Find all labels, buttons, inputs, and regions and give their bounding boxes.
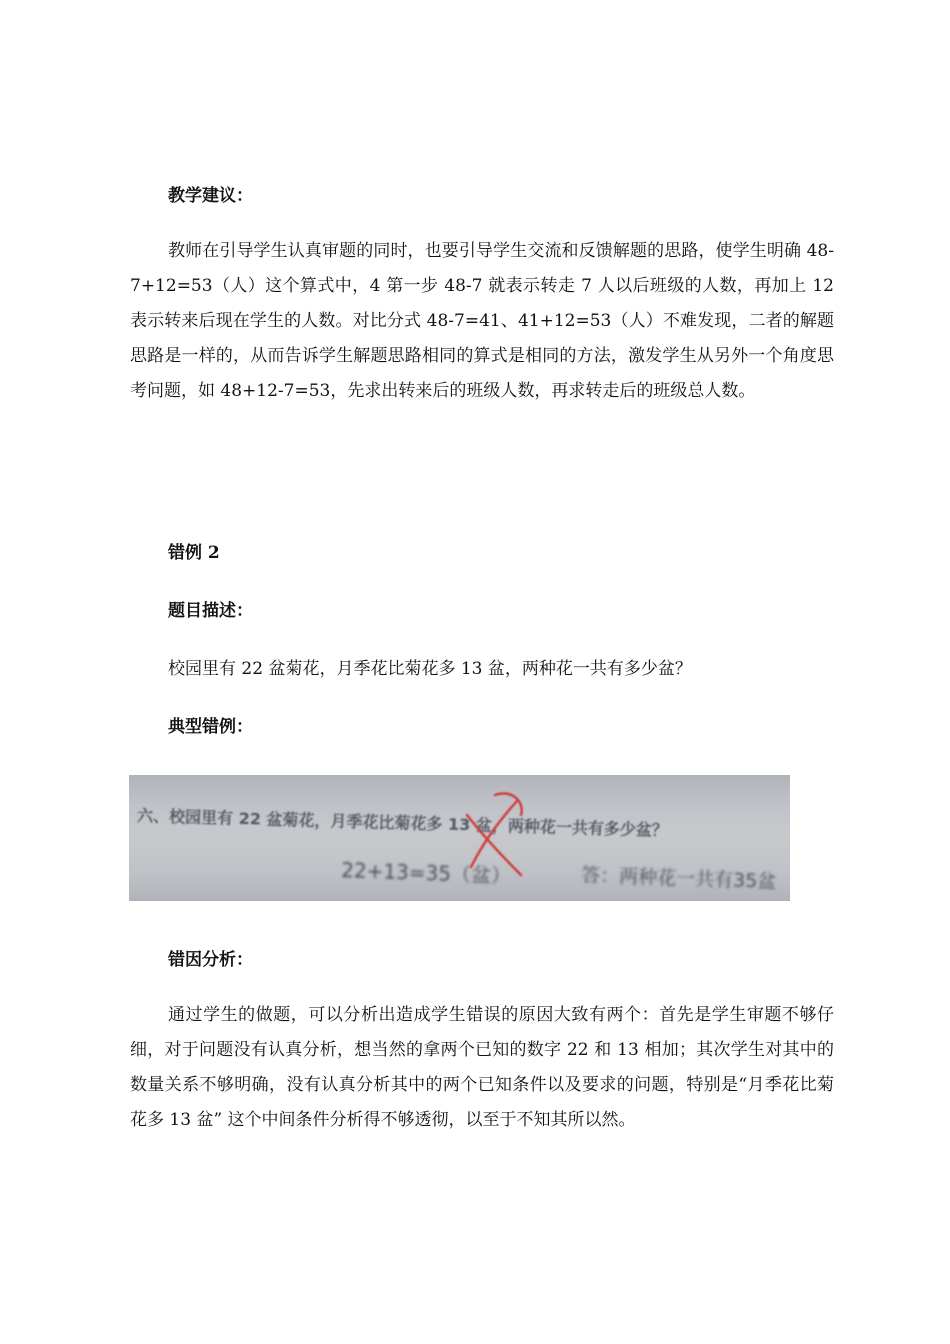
photo-handwritten-answer: 答：两种花一共有35盆 — [580, 864, 777, 893]
student-work-photo — [129, 775, 790, 901]
problem-description-heading: 题目描述： — [168, 601, 253, 621]
photo-handwritten-calc: 22+13=35（盆） — [340, 858, 512, 888]
teaching-suggestion-heading: 教学建议： — [168, 186, 253, 206]
teaching-suggestion-paragraph: 教师在引导学生认真审题的同时，也要引导学生交流和反馈解题的思路，使学生明确 48-7+12=53（人）这个算式中，4 第一步 48-7 就表示转走 7 人以后班级的人数，再加上 12 表示转来后现在学生的人数。对比分式 48-7=41、41+12=53（人）不难发现，二者的解题思路是一样的，从而告诉学生解题思路相同的算式是相同的方法，激发学生从另外一个角度思考问题，如 48+12-7=53，先求出转来后的班级人数，再求转走后的班级总人数。 — [130, 241, 834, 401]
error-example-title: 错例 2 — [168, 543, 220, 563]
typical-error-heading: 典型错例： — [168, 717, 253, 737]
problem-text: 校园里有 22 盆菊花，月季花比菊花多 13 盆，两种花一共有多少盆？ — [168, 659, 692, 679]
error-analysis-paragraph: 通过学生的做题，可以分析出造成学生错误的原因大致有两个：首先是学生审题不够仔细，对于问题没有认真分析，想当然的拿两个已知的数字 22 和 13 相加；其次学生对其中的数量关系不够明确，没有认真分析其中的两个已知条件以及要求的问题，特别是“月季花比菊花多 13 盆” 这个中间条件分析得不够透彻，以至于不知其所以然。 — [130, 1005, 834, 1130]
photo-printed-question: 六、校园里有 22 盆菊花，月季花比菊花多 13 盆，两种花一共有多少盆？ — [136, 806, 669, 840]
error-analysis-heading: 错因分析： — [168, 950, 253, 970]
